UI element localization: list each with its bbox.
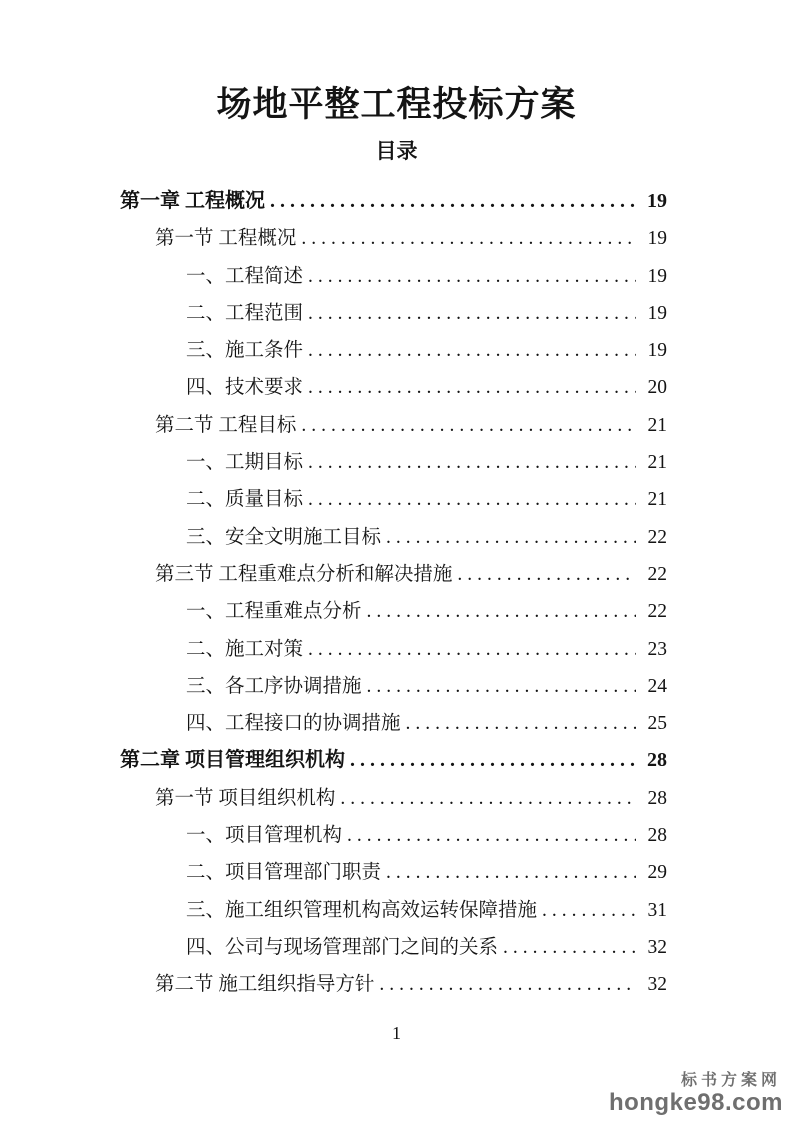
toc-dot-leader: [308, 332, 636, 369]
toc-entry[interactable]: [120, 258, 667, 295]
toc-entry[interactable]: [120, 444, 667, 481]
toc-entry-label: 三、各工序协调措施: [186, 675, 362, 697]
toc-entry-label: 第一节 项目组织机构: [155, 787, 336, 809]
toc-entry-page: 21: [647, 489, 667, 511]
toc-entry-page: 32: [647, 974, 667, 996]
toc-entry[interactable]: [120, 929, 667, 966]
toc-dot-leader: [386, 519, 636, 556]
toc-entry-page: 22: [647, 601, 667, 623]
toc-entry-label: 二、施工对策: [186, 638, 304, 660]
toc-entry-page: 24: [647, 675, 667, 697]
toc-entry-page: 28: [647, 749, 667, 772]
toc-dot-leader: [270, 183, 636, 220]
toc-dot-leader: [308, 631, 636, 668]
toc-entry-page: 19: [647, 265, 667, 287]
toc-entry-label: 三、安全文明施工目标: [186, 526, 382, 548]
toc-dot-leader: [301, 220, 636, 257]
toc-dot-leader: [542, 892, 636, 929]
toc-dot-leader: [308, 481, 636, 518]
toc-dot-leader: [457, 556, 636, 593]
toc-entry-label: 一、工期目标: [186, 452, 304, 474]
toc-dot-leader: [379, 966, 636, 1003]
toc-dot-leader: [386, 854, 636, 891]
toc-entry-label: 四、公司与现场管理部门之间的关系: [186, 936, 499, 958]
toc-entry-page: 22: [647, 563, 667, 585]
toc-entry-page: 29: [647, 862, 667, 884]
toc-entry-page: 28: [647, 787, 667, 809]
toc-dot-leader: [308, 369, 636, 406]
toc-heading: 目录: [375, 139, 418, 163]
toc-entry-label: 二、项目管理部门职责: [186, 862, 382, 884]
toc-entry[interactable]: [120, 407, 667, 444]
toc-entry-page: 32: [647, 936, 667, 958]
watermark-site-url[interactable]: hongke98.com: [608, 1088, 783, 1116]
toc-entry[interactable]: [120, 631, 667, 668]
toc-entry-label: 三、施工组织管理机构高效运转保障措施: [186, 899, 538, 921]
toc-entry[interactable]: [120, 780, 667, 817]
toc-entry-page: 31: [647, 899, 667, 921]
toc-entry-label: 二、质量目标: [186, 489, 304, 511]
toc-entry-page: 21: [647, 452, 667, 474]
toc-dot-leader: [367, 593, 636, 630]
toc-entry[interactable]: [120, 593, 667, 630]
toc-dot-leader: [301, 407, 636, 444]
toc-entry[interactable]: [120, 369, 667, 406]
toc-entry-page: 28: [647, 825, 667, 847]
toc-entry-label: 四、工程接口的协调措施: [186, 713, 401, 735]
toc-dot-leader: [308, 444, 636, 481]
toc-entry-page: 19: [647, 302, 667, 324]
toc-entry-page: 19: [647, 228, 667, 250]
toc-dot-leader: [406, 705, 636, 742]
toc-entry[interactable]: [120, 295, 667, 332]
toc-entry[interactable]: [120, 519, 667, 556]
toc-entry-page: 23: [647, 638, 667, 660]
toc-entry-label: 一、项目管理机构: [186, 825, 343, 847]
toc-dot-leader: [367, 668, 636, 705]
toc-entry-label: 二、工程范围: [186, 302, 304, 324]
toc-entry-label: 第二节 工程目标: [155, 414, 297, 436]
toc-entry[interactable]: [120, 705, 667, 742]
document-title: 场地平整工程投标方案: [216, 85, 577, 124]
toc-entry-label: 一、工程简述: [186, 265, 304, 287]
toc-entry-label: 第一章 工程概况: [120, 190, 265, 212]
toc-dot-leader: [347, 817, 636, 854]
toc-entry-page: 21: [647, 414, 667, 436]
toc-dot-leader: [340, 780, 636, 817]
page-number: 1: [392, 1023, 401, 1043]
toc-entry-label: 第三节 工程重难点分析和解决措施: [155, 563, 453, 585]
toc-entry-page: 19: [647, 190, 667, 212]
toc-dot-leader: [308, 258, 636, 295]
toc-entry[interactable]: [120, 817, 667, 854]
toc-dot-leader: [503, 929, 636, 966]
toc-entry-page: 25: [647, 713, 667, 735]
toc-entry-label: 第二章 项目管理组织机构: [120, 749, 345, 772]
toc-entry[interactable]: [120, 668, 667, 705]
toc-entry[interactable]: [120, 332, 667, 369]
toc-dot-leader: [308, 295, 636, 332]
toc-entry-label: 第二节 施工组织指导方针: [155, 974, 375, 996]
watermark: [609, 1072, 783, 1116]
toc-entry[interactable]: [120, 183, 667, 220]
toc-entry[interactable]: [120, 742, 667, 779]
toc-entry-page: 19: [647, 340, 667, 362]
table-of-contents: [120, 183, 667, 1004]
watermark-site-name: 标书方案网: [680, 1072, 781, 1090]
toc-entry-label: 第一节 工程概况: [155, 228, 297, 250]
toc-entry-page: 20: [647, 377, 667, 399]
toc-entry[interactable]: [120, 220, 667, 257]
toc-entry[interactable]: [120, 854, 667, 891]
toc-entry[interactable]: [120, 892, 667, 929]
toc-dot-leader: [350, 742, 636, 779]
toc-entry[interactable]: [120, 966, 667, 1003]
toc-entry-label: 四、技术要求: [186, 377, 304, 399]
toc-entry[interactable]: [120, 481, 667, 518]
toc-entry-label: 三、施工条件: [186, 340, 304, 362]
toc-entry[interactable]: [120, 556, 667, 593]
toc-entry-label: 一、工程重难点分析: [186, 601, 362, 623]
toc-entry-page: 22: [647, 526, 667, 548]
